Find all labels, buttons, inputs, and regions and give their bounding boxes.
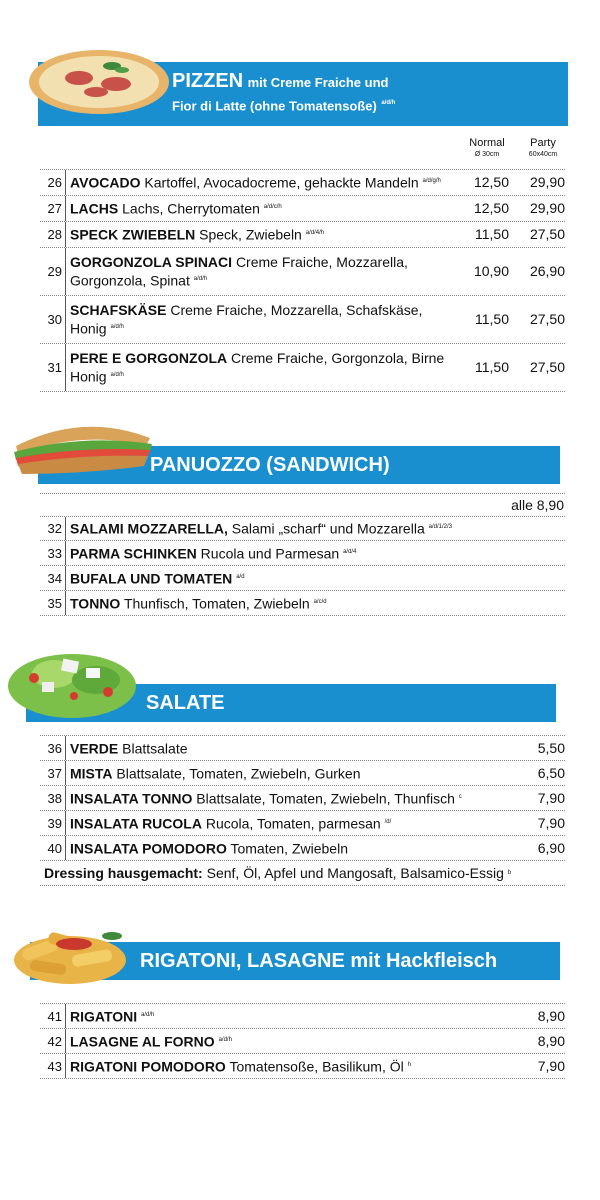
item-price: 6,90 xyxy=(537,839,565,856)
item-allergens: h xyxy=(407,1061,411,1068)
item-desc: Rucola und Parmesan xyxy=(200,545,340,562)
item-name: LACHS xyxy=(70,200,119,217)
item-desc: Blattsalate, Tomaten, Zwiebeln, Gurken xyxy=(116,765,361,782)
list-item xyxy=(40,248,565,296)
item-price: 8,90 xyxy=(537,1032,565,1049)
item-name: RIGATONI POMODORO xyxy=(70,1058,226,1075)
list-item xyxy=(40,836,565,861)
item-price-normal: 10,90 xyxy=(473,263,509,279)
item-name: PERE E GORGONZOLA xyxy=(70,349,228,366)
item-price-party: 27,50 xyxy=(529,226,565,242)
col-normal-size: Ø 30cm xyxy=(474,151,500,158)
item-name: AVOCADO xyxy=(70,174,141,191)
item-allergens: a/d/g/h xyxy=(422,178,441,185)
item-number: 43 xyxy=(40,1054,66,1078)
item-allergens: a/d/h xyxy=(110,323,124,330)
item-desc: Blattsalate xyxy=(122,740,188,757)
item-name: BUFALA UND TOMATEN xyxy=(70,570,233,587)
item-price: 8,90 xyxy=(537,1007,565,1024)
item-desc: Tomaten, Zwiebeln xyxy=(230,840,348,857)
list-item xyxy=(40,344,565,392)
item-price: 6,50 xyxy=(537,764,565,781)
item-number: 29 xyxy=(40,248,66,295)
pizzen-title-line2: Fior di Latte (ohne Tomatensoße) xyxy=(172,98,377,114)
list-item xyxy=(40,761,565,786)
pizzen-title: PIZZEN xyxy=(172,70,244,93)
item-name: TONNO xyxy=(70,595,121,612)
item-desc: Creme Fraiche, Gorgonzola, Birne Honig xyxy=(70,349,445,385)
list-item xyxy=(40,222,565,248)
pizza-image xyxy=(24,44,174,116)
item-price-party: 26,90 xyxy=(529,263,565,279)
list-item xyxy=(40,170,565,196)
item-name: PARMA SCHINKEN xyxy=(70,545,197,562)
item-name: INSALATA POMODORO xyxy=(70,840,227,857)
item-price-normal: 11,50 xyxy=(475,226,509,242)
item-number: 26 xyxy=(40,170,66,195)
col-normal-header xyxy=(462,136,512,159)
panuozzo-price-note: alle 8,90 xyxy=(511,497,564,513)
item-desc: Creme Fraiche, Mozzarella, Schafskäse, Honig xyxy=(70,301,423,337)
salate-list xyxy=(40,736,565,886)
item-price-party: 29,90 xyxy=(529,200,565,216)
item-name: INSALATA RUCOLA xyxy=(70,815,202,832)
list-item xyxy=(40,566,565,591)
item-price-normal: 11,50 xyxy=(475,311,509,327)
pizzen-title-rest: mit Creme Fraiche und xyxy=(247,75,389,91)
item-desc: Rucola, Tomaten, parmesan xyxy=(205,815,381,832)
salate-title: SALATE xyxy=(146,691,225,714)
dressing-note xyxy=(40,861,565,886)
list-item xyxy=(40,196,565,222)
item-number: 30 xyxy=(40,296,66,343)
col-party-size: 60x40cm xyxy=(528,151,558,158)
item-number: 27 xyxy=(40,196,66,221)
item-name: VERDE xyxy=(70,740,119,757)
item-price: 7,90 xyxy=(537,789,565,806)
item-allergens: a/d/h xyxy=(110,371,124,378)
item-number: 33 xyxy=(40,541,66,565)
list-item xyxy=(40,811,565,836)
item-name: LASAGNE AL FORNO xyxy=(70,1033,215,1050)
item-allergens: a/c/d xyxy=(313,598,327,605)
item-desc: Tomatensoße, Basilikum, Öl xyxy=(229,1058,404,1075)
list-item xyxy=(40,591,565,616)
item-number: 32 xyxy=(40,517,66,540)
item-desc: Kartoffel, Avocadocreme, gehackte Mandeln xyxy=(144,174,419,191)
panuozzo-title: PANUOZZO (SANDWICH) xyxy=(150,453,390,476)
list-item xyxy=(40,541,565,566)
item-allergens: a/d/4/h xyxy=(305,230,325,237)
item-name: RIGATONI xyxy=(70,1008,138,1025)
rigatoni-list xyxy=(40,1004,565,1079)
item-name: GORGONZOLA SPINACI xyxy=(70,253,233,270)
item-allergens: a/d/4 xyxy=(343,548,357,555)
item-number: 42 xyxy=(40,1029,66,1053)
item-price-party: 27,50 xyxy=(529,311,565,327)
item-desc: Creme Fraiche, Mozzarella, Gorgonzola, Spinat xyxy=(70,253,408,289)
item-price-normal: 12,50 xyxy=(473,174,509,190)
item-desc: Salami „scharf“ und Mozzarella xyxy=(231,520,425,537)
list-item xyxy=(40,1029,565,1054)
dressing-label: Dressing hausgemacht: xyxy=(44,864,203,881)
item-price: 7,90 xyxy=(537,814,565,831)
item-number: 39 xyxy=(40,811,66,835)
item-price: 5,50 xyxy=(537,739,565,756)
item-price-normal: 11,50 xyxy=(475,359,509,375)
pizzen-title-sup: a/d/h xyxy=(381,100,396,107)
item-number: 38 xyxy=(40,786,66,810)
item-number: 31 xyxy=(40,344,66,391)
dressing-text: Senf, Öl, Apfel und Mangosaft, Balsamico-Essig xyxy=(206,864,504,881)
item-allergens: a/d/h xyxy=(218,1036,232,1043)
item-allergens: a/d xyxy=(236,573,245,580)
item-name: SCHAFSKÄSE xyxy=(70,301,167,318)
col-party-label: Party xyxy=(530,137,556,149)
item-number: 36 xyxy=(40,736,66,760)
list-item xyxy=(40,736,565,761)
item-allergens: a/d/h xyxy=(193,275,208,282)
panuozzo-list xyxy=(40,517,565,616)
item-name: INSALATA TONNO xyxy=(70,790,193,807)
item-allergens: a/d/h xyxy=(141,1011,155,1018)
list-item xyxy=(40,296,565,344)
pizzen-list xyxy=(40,170,565,392)
rigatoni-title: RIGATONI, LASAGNE mit Hackfleisch xyxy=(140,949,498,972)
item-allergens: a/d/c/h xyxy=(263,204,282,211)
item-number: 35 xyxy=(40,591,66,615)
item-price-party: 27,50 xyxy=(529,359,565,375)
item-name: SPECK ZWIEBELN xyxy=(70,226,196,243)
list-item xyxy=(40,1004,565,1029)
col-normal-label: Normal xyxy=(469,137,505,149)
salad-image xyxy=(4,636,144,722)
item-number: 41 xyxy=(40,1004,66,1028)
dressing-allergens: b xyxy=(507,869,512,876)
item-allergens: /d/ xyxy=(384,818,392,825)
item-desc: Blattsalate, Tomaten, Zwiebeln, Thunfisch xyxy=(196,790,455,807)
list-item xyxy=(40,517,565,541)
item-desc: Speck, Zwiebeln xyxy=(199,226,302,243)
col-party-header xyxy=(518,136,568,159)
item-number: 40 xyxy=(40,836,66,860)
item-desc: Thunfisch, Tomaten, Zwiebeln xyxy=(123,595,310,612)
item-allergens: a/d/1/2/3 xyxy=(428,524,452,531)
item-name: MISTA xyxy=(70,765,113,782)
sandwich-image xyxy=(8,416,158,478)
item-price: 7,90 xyxy=(537,1057,565,1074)
item-number: 37 xyxy=(40,761,66,785)
item-number: 28 xyxy=(40,222,66,247)
pasta-image xyxy=(8,914,136,988)
item-number: 34 xyxy=(40,566,66,590)
item-price-normal: 12,50 xyxy=(473,200,509,216)
list-item xyxy=(40,1054,565,1079)
list-item xyxy=(40,786,565,811)
item-desc: Lachs, Cherrytomaten xyxy=(122,200,260,217)
item-allergens: c xyxy=(458,793,462,800)
item-name: SALAMI MOZZARELLA, xyxy=(70,520,228,537)
item-price-party: 29,90 xyxy=(529,174,565,190)
